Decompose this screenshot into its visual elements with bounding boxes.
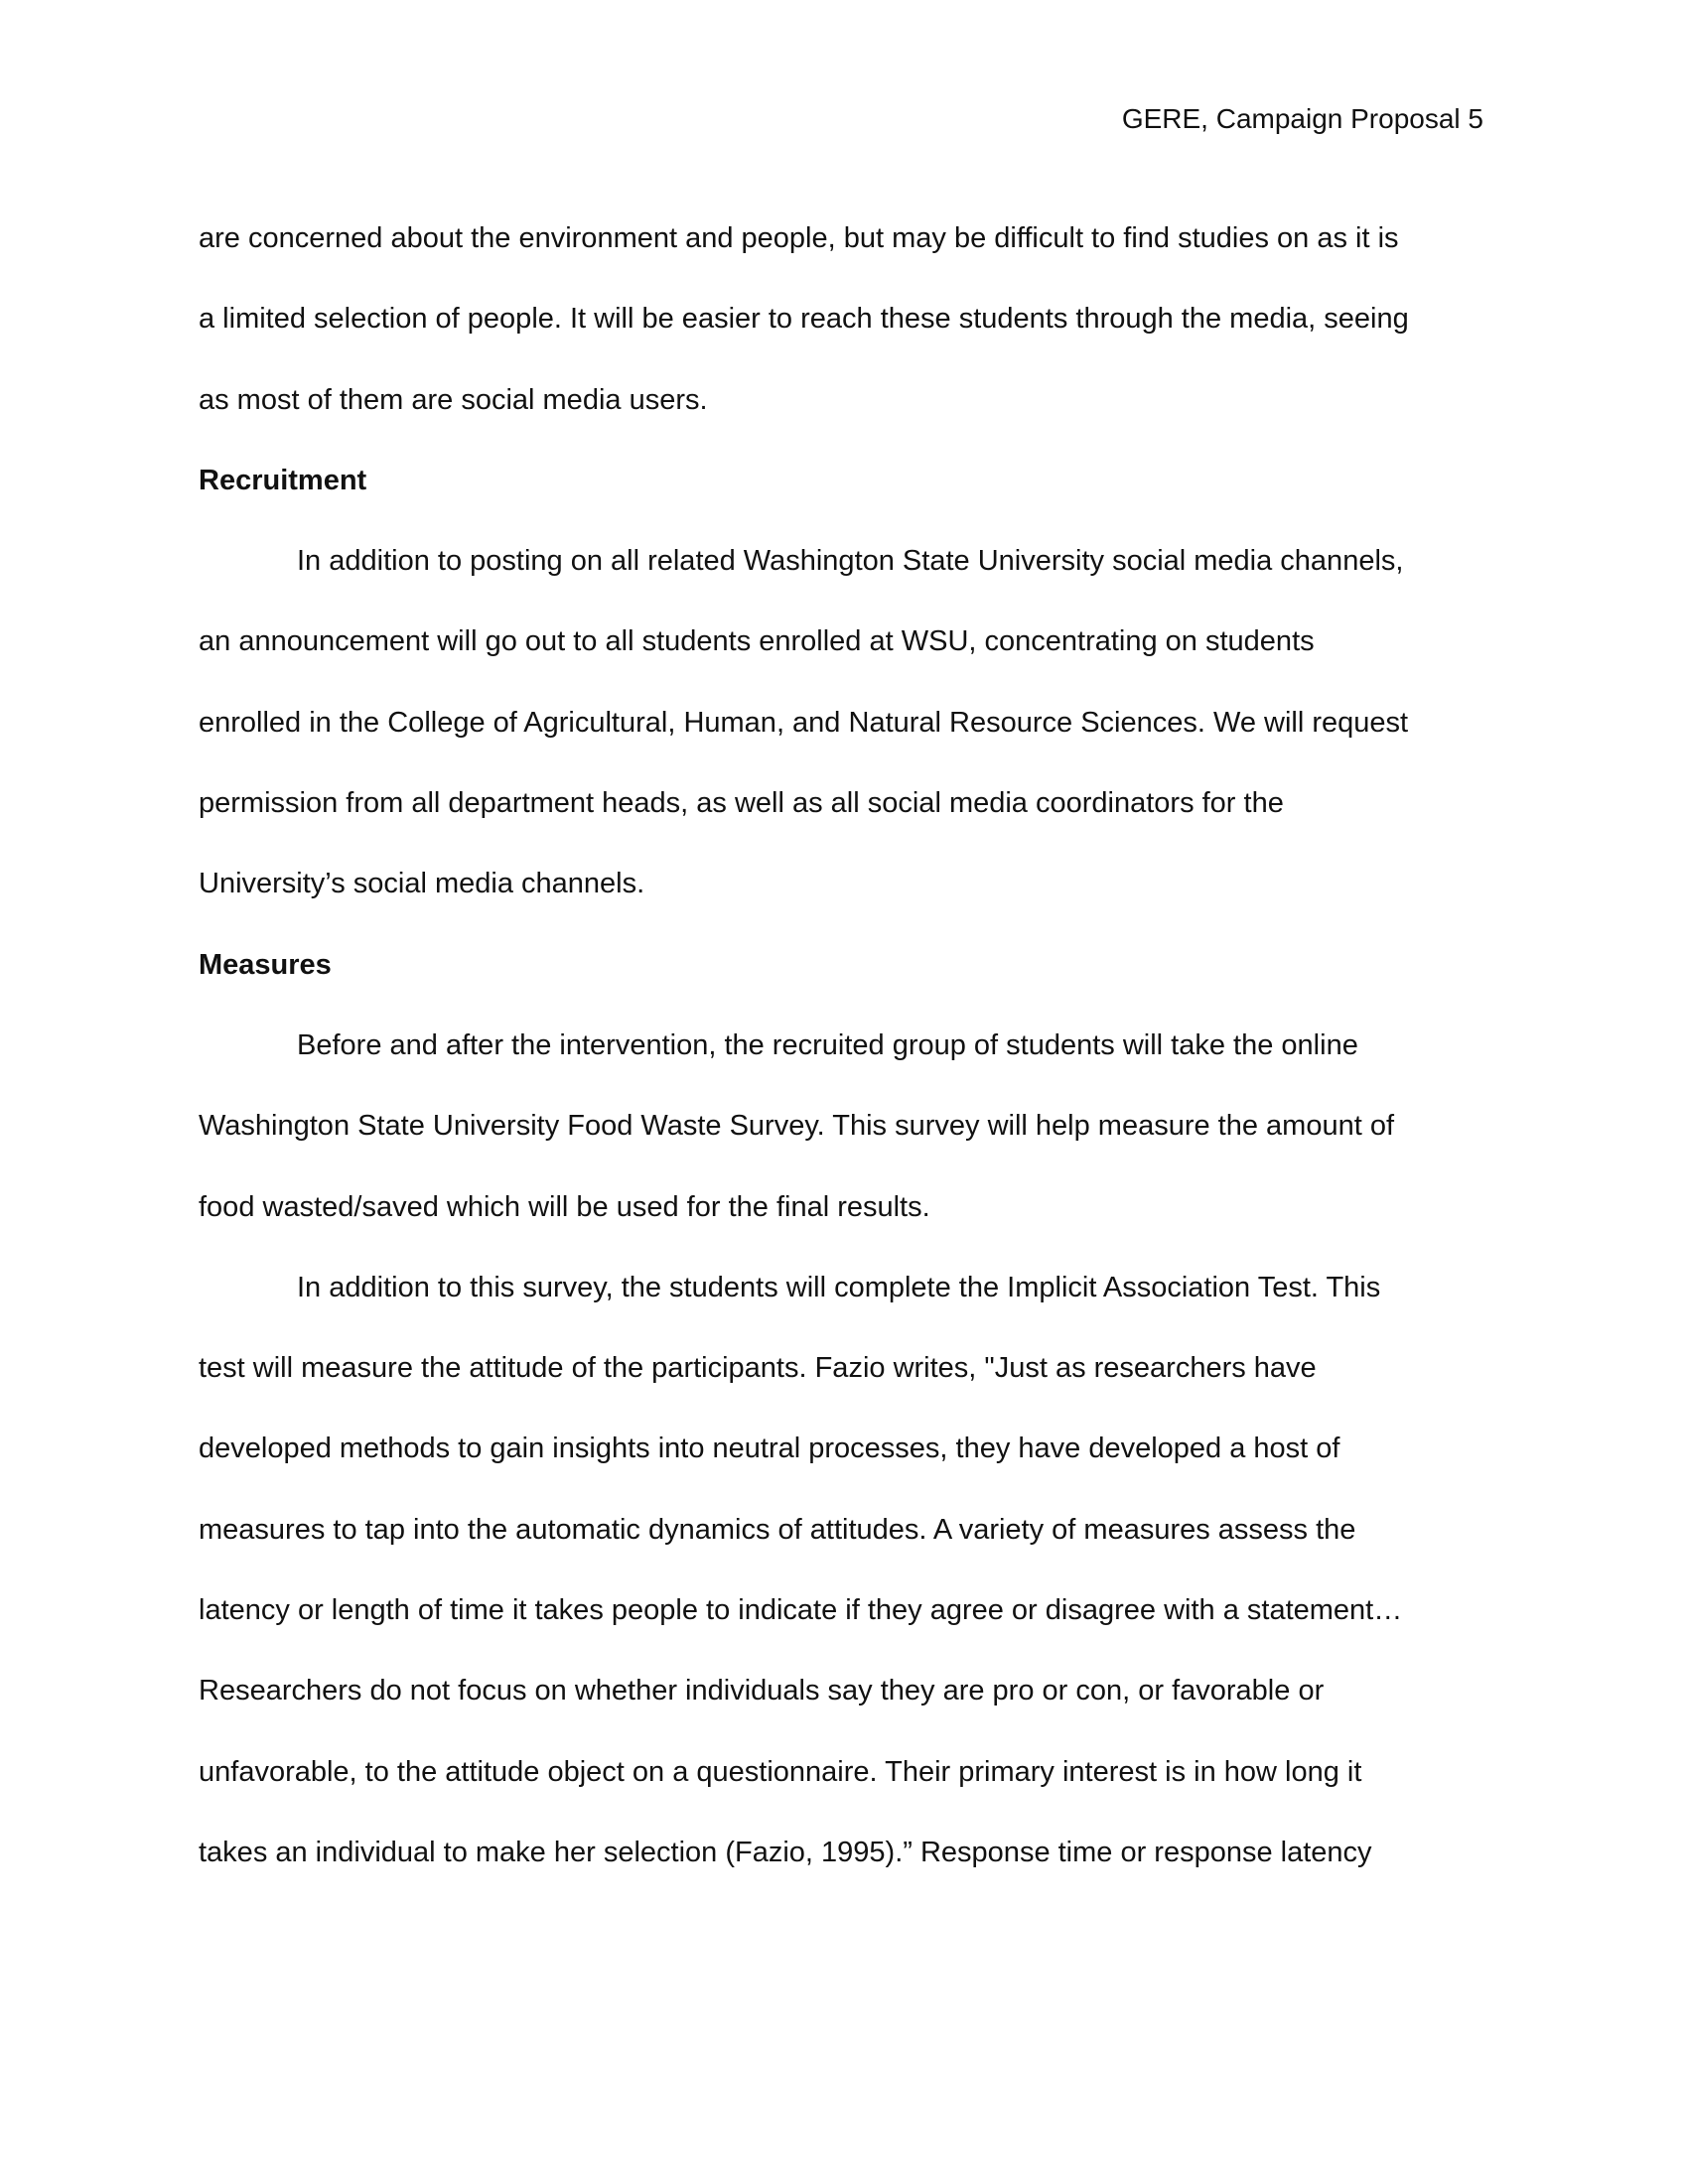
section-heading-measures: Measures bbox=[199, 948, 332, 981]
paragraph-measures-iat: In addition to this survey, the students will complete the Implicit Association Test. This test will measure the attitude of the participants. Fazio writes, "Just as researchers have developed methods to gain insights into neutral processes, they have developed a host of measures to tap into the automatic dynamics of attitudes. A variety of measures assess the latency or length of time it takes people to indicate if they agree or disagree with a statement… Researchers do not focus on whether individuals say they are pro or con, or favorable or unfavorable, to the attitude object on a questionnaire. Their primary interest is in how long it takes an individual to make her selection (Fazio, 1995).” Response time or response latency bbox=[199, 1271, 1403, 1868]
running-head: GERE, Campaign Proposal 5 bbox=[1121, 103, 1483, 134]
document-body bbox=[199, 199, 1489, 1893]
paragraph-measures-survey: Before and after the intervention, the recruited group of students will take the online Washington State University Food Waste Survey. This survey will help measure the amount of food wasted/saved which will be used for the final results. bbox=[199, 1028, 1395, 1223]
paragraph-recruitment: In addition to posting on all related Washington State University social media channels, an announcement will go out to all students enrolled at WSU, concentrating on students enrolled in the College of Agricultural, Human, and Natural Resource Sciences. We will request permission from all department heads, as well as all social media coordinators for the University’s social media channels. bbox=[199, 545, 1409, 900]
paragraph-population-continued: are concerned about the environment and people, but may be difficult to find studies on as it is a limited selection of people. It will be easier to reach these students through the media, seeing as most of them are social media users. bbox=[199, 222, 1409, 416]
section-heading-recruitment: Recruitment bbox=[199, 464, 367, 496]
